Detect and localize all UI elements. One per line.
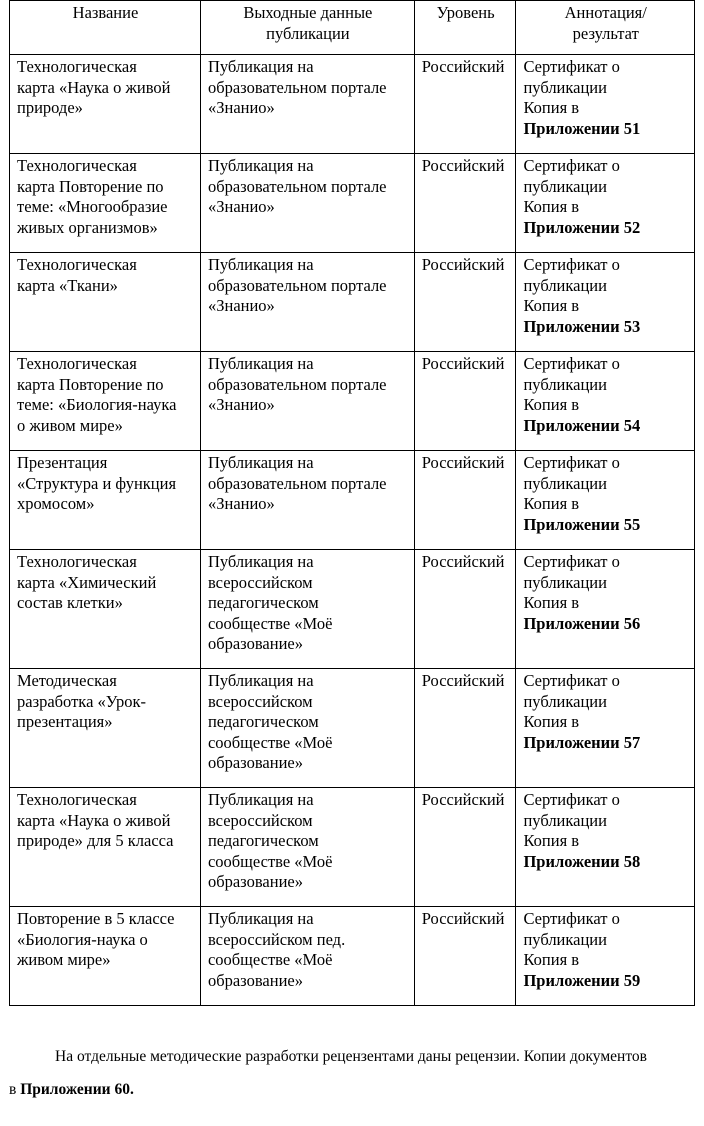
cell-line: Копия в <box>523 831 580 850</box>
cell-line: Технологическая <box>17 57 137 76</box>
cell-line: публикации <box>523 691 607 711</box>
cell-line: всероссийском <box>207 572 313 592</box>
cell-line: состав клетки» <box>17 593 123 612</box>
cell-line: образовательном портале <box>207 77 387 97</box>
table-body <box>10 55 695 1006</box>
cell-line: Сертификат о <box>523 909 620 928</box>
cell-line: образовательном портале <box>207 176 387 196</box>
cell-line: образование» <box>207 634 303 653</box>
cell-output <box>200 669 414 788</box>
cell-line: публикации <box>523 473 607 493</box>
appendix-ref: Приложении 54 <box>523 415 641 435</box>
cell-level: Российский <box>414 55 516 154</box>
cell-line: Копия в <box>523 494 580 513</box>
footer-text: На отдельные методические разработки рецензентами даны рецензии. Копии документов <box>55 1048 647 1065</box>
cell-level: Российский <box>414 907 516 1006</box>
cell-line: публикации <box>523 572 607 592</box>
cell-level: Российский <box>414 451 516 550</box>
cell-line: образовательном портале <box>207 473 387 493</box>
cell-line: карта «Ткани» <box>17 275 118 295</box>
table-row <box>10 154 695 253</box>
cell-line: «Знанио» <box>207 98 275 117</box>
cell-line: всероссийском <box>207 691 313 711</box>
footer-note-continued <box>9 1080 701 1100</box>
table-row <box>10 352 695 451</box>
cell-line: Публикация на <box>207 57 314 76</box>
cell-level: Российский <box>414 253 516 352</box>
cell-line: сообществе «Моё <box>207 950 333 969</box>
table-row <box>10 55 695 154</box>
footer-note <box>9 1047 701 1067</box>
cell-line: Публикация на <box>207 671 314 690</box>
cell-line: разработка «Урок- <box>17 691 147 711</box>
cell-line: Сертификат о <box>523 671 620 690</box>
cell-annotation <box>516 907 695 1006</box>
cell-line: Публикация на <box>207 552 314 571</box>
cell-annotation <box>516 550 695 669</box>
cell-line: Технологическая <box>17 156 137 175</box>
cell-line: Копия в <box>523 712 580 731</box>
cell-line: образование» <box>207 753 303 772</box>
cell-line: Сертификат о <box>523 790 620 809</box>
cell-line: карта Повторение по <box>17 176 164 196</box>
cell-line: Публикация на <box>207 909 314 928</box>
footer-prefix: в <box>9 1081 21 1098</box>
cell-line: карта Повторение по <box>17 374 164 394</box>
cell-annotation <box>516 154 695 253</box>
cell-line: Публикация на <box>207 156 314 175</box>
header-level: Уровень <box>414 1 516 55</box>
cell-line: Публикация на <box>207 453 314 472</box>
cell-line: природе» <box>17 98 83 117</box>
cell-line: всероссийском <box>207 810 313 830</box>
cell-line: образование» <box>207 872 303 891</box>
appendix-ref: Приложении 57 <box>523 732 641 752</box>
header-name: Название <box>10 1 201 55</box>
cell-name <box>10 253 201 352</box>
cell-name <box>10 55 201 154</box>
cell-line: публикации <box>523 176 607 196</box>
table-row <box>10 907 695 1006</box>
cell-line: теме: «Многообразие <box>17 197 168 216</box>
cell-name <box>10 352 201 451</box>
cell-line: Копия в <box>523 98 580 117</box>
cell-annotation <box>516 253 695 352</box>
cell-annotation <box>516 352 695 451</box>
cell-line: «Знанио» <box>207 296 275 315</box>
cell-output <box>200 451 414 550</box>
cell-line: Копия в <box>523 197 580 216</box>
cell-line: Сертификат о <box>523 255 620 274</box>
appendix-ref: Приложении 59 <box>523 970 641 990</box>
table-row <box>10 669 695 788</box>
cell-line: педагогическом <box>207 712 319 731</box>
cell-name <box>10 154 201 253</box>
appendix-ref: Приложении 55 <box>523 514 641 534</box>
cell-annotation <box>516 669 695 788</box>
cell-annotation <box>516 451 695 550</box>
appendix-ref: Приложении 53 <box>523 316 641 336</box>
cell-line: Сертификат о <box>523 552 620 571</box>
cell-line: Публикация на <box>207 255 314 274</box>
cell-output <box>200 550 414 669</box>
table-row <box>10 788 695 907</box>
cell-line: Сертификат о <box>523 156 620 175</box>
cell-line: о живом мире» <box>17 415 123 435</box>
cell-line: Технологическая <box>17 354 137 373</box>
cell-line: образовательном портале <box>207 275 387 295</box>
cell-output <box>200 55 414 154</box>
cell-line: хромосом» <box>17 494 95 513</box>
cell-line: Публикация на <box>207 354 314 373</box>
cell-line: Копия в <box>523 395 580 414</box>
cell-level: Российский <box>414 352 516 451</box>
cell-level: Российский <box>414 669 516 788</box>
cell-line: Сертификат о <box>523 453 620 472</box>
cell-line: сообществе «Моё <box>207 732 333 752</box>
cell-line: педагогическом <box>207 831 319 850</box>
cell-annotation <box>516 788 695 907</box>
table-row <box>10 253 695 352</box>
cell-level: Российский <box>414 550 516 669</box>
cell-line: Повторение в 5 классе <box>17 909 175 928</box>
cell-line: «Биология-наука о <box>17 929 148 949</box>
cell-level: Российский <box>414 154 516 253</box>
cell-line: сообществе «Моё <box>207 851 333 871</box>
cell-output <box>200 788 414 907</box>
cell-line: Презентация <box>17 453 108 472</box>
cell-line: карта «Наука о живой <box>17 810 171 830</box>
cell-annotation <box>516 55 695 154</box>
cell-name <box>10 451 201 550</box>
cell-line: сообществе «Моё <box>207 613 333 633</box>
appendix-ref: Приложении 52 <box>523 217 641 237</box>
cell-name <box>10 788 201 907</box>
cell-line: живом мире» <box>17 950 111 969</box>
cell-line: публикации <box>523 275 607 295</box>
cell-line: педагогическом <box>207 593 319 612</box>
cell-line: «Знанио» <box>207 197 275 216</box>
cell-line: «Структура и функция <box>17 473 177 493</box>
cell-line: карта «Наука о живой <box>17 77 171 97</box>
cell-line: карта «Химический <box>17 572 157 592</box>
table-row <box>10 451 695 550</box>
cell-line: образовательном портале <box>207 374 387 394</box>
cell-output <box>200 253 414 352</box>
appendix-ref: Приложении 56 <box>523 613 641 633</box>
header-output: Выходные данные публикации <box>200 1 414 55</box>
cell-line: Методическая <box>17 671 117 690</box>
cell-line: Технологическая <box>17 552 137 571</box>
cell-line: Сертификат о <box>523 57 620 76</box>
cell-line: публикации <box>523 929 607 949</box>
cell-line: Технологическая <box>17 790 137 809</box>
cell-line: Сертификат о <box>523 354 620 373</box>
cell-line: Публикация на <box>207 790 314 809</box>
cell-line: Копия в <box>523 950 580 969</box>
cell-line: публикации <box>523 77 607 97</box>
cell-line: «Знанио» <box>207 494 275 513</box>
cell-output <box>200 352 414 451</box>
cell-line: живых организмов» <box>17 217 158 237</box>
footer-appendix-ref: Приложении 60. <box>20 1081 134 1098</box>
cell-line: публикации <box>523 810 607 830</box>
cell-line: публикации <box>523 374 607 394</box>
cell-line: презентация» <box>17 712 113 731</box>
cell-line: теме: «Биология-наука <box>17 395 177 414</box>
table-header-row <box>10 1 695 55</box>
header-annotation: Аннотация/ результат <box>516 1 695 55</box>
cell-line: природе» для 5 класса <box>17 831 174 850</box>
cell-name <box>10 669 201 788</box>
cell-line: «Знанио» <box>207 395 275 414</box>
appendix-ref: Приложении 58 <box>523 851 641 871</box>
cell-output <box>200 907 414 1006</box>
cell-line: Копия в <box>523 296 580 315</box>
publications-table <box>9 0 695 1006</box>
appendix-ref: Приложении 51 <box>523 118 641 138</box>
cell-line: образование» <box>207 970 303 990</box>
cell-level: Российский <box>414 788 516 907</box>
table-row <box>10 550 695 669</box>
cell-line: Копия в <box>523 593 580 612</box>
cell-line: всероссийском пед. <box>207 929 346 949</box>
cell-line: Технологическая <box>17 255 137 274</box>
cell-output <box>200 154 414 253</box>
cell-name <box>10 550 201 669</box>
cell-name <box>10 907 201 1006</box>
